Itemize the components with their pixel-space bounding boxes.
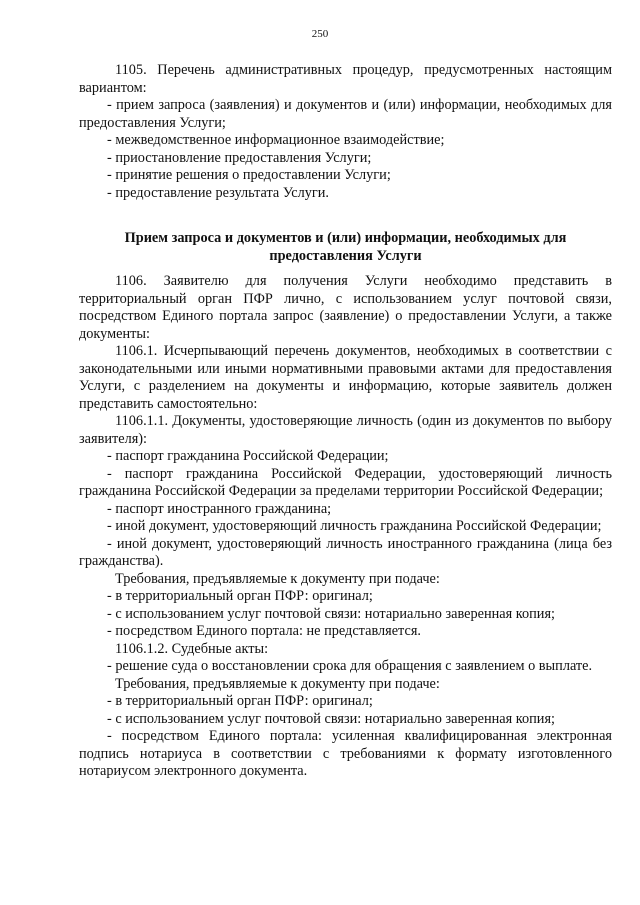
list-item: - иной документ, удостоверяющий личность иностранного гражданина (лица без гражданства). [79, 535, 612, 569]
list-item: - с использованием услуг почтовой связи: нотариально заверенная копия; [107, 605, 555, 622]
paragraph: 1106.1. Исчерпывающий перечень документов, необходимых в соответствии с законодательными или иными нормативными правовыми актами для предоставления Услуги, с разделением на документы и информацию, которые заявитель должен представить самостоятельно: [79, 343, 612, 412]
list-item: - межведомственное информационное взаимодействие; [107, 132, 445, 148]
list-item: - посредством Единого портала: усиленная квалифицированная электронная подпись нотариуса в соответствии с требованиями к формату изготовленного нотариусом электронного документа. [79, 728, 612, 779]
list-item: - прием запроса (заявления) и документов и (или) информации, необходимых для предоставления Услуги; [79, 97, 612, 131]
paragraph: 1106.1.1. Документы, удостоверяющие личность (один из документов по выбору заявителя): [79, 413, 612, 447]
list-item: - предоставление результата Услуги. [107, 184, 329, 201]
paragraph: Требования, предъявляемые к документу при подаче: [115, 570, 440, 587]
list-item: - посредством Единого портала: не представляется. [107, 623, 421, 639]
list-item: - паспорт гражданина Российской Федерации, удостоверяющий личность гражданина Российской Федерации за пределами территории Российской Федерации; [79, 465, 612, 499]
list-item: - приостановление предоставления Услуги; [107, 149, 372, 166]
list-item: - с использованием услуг почтовой связи: нотариально заверенная копия; [107, 710, 555, 727]
list-item: - принятие решения о предоставлении Услуги; [107, 167, 391, 183]
list-item: - решение суда о восстановлении срока для обращения с заявлением о выплате. [107, 658, 593, 674]
list-item: - в территориальный орган ПФР: оригинал; [107, 588, 373, 604]
paragraph: 1106. Заявителю для получения Услуги необходимо представить в территориальный орган ПФР лично, с использованием услуг почтовой связи, посредством Единого портала запрос (заявление) о предоставлении Услуги, а также документы: [79, 273, 612, 342]
page-number: 250 [311, 28, 329, 40]
paragraph: Требования, предъявляемые к документу при подаче: [115, 675, 440, 692]
list-item: - паспорт иностранного гражданина; [107, 500, 332, 517]
paragraph: 1106.1.2. Судебные акты: [115, 640, 269, 657]
paragraph: 1105. Перечень административных процедур, предусмотренных настоящим вариантом: [79, 62, 612, 96]
list-item: - в территориальный орган ПФР: оригинал; [107, 693, 373, 709]
list-item: - паспорт гражданина Российской Федерации; [107, 448, 389, 464]
document-body [79, 62, 612, 781]
list-item: - иной документ, удостоверяющий личность гражданина Российской Федерации; [107, 518, 602, 534]
section-heading: Прием запроса и документов и (или) информации, необходимых для предоставления Услуги [124, 230, 567, 264]
